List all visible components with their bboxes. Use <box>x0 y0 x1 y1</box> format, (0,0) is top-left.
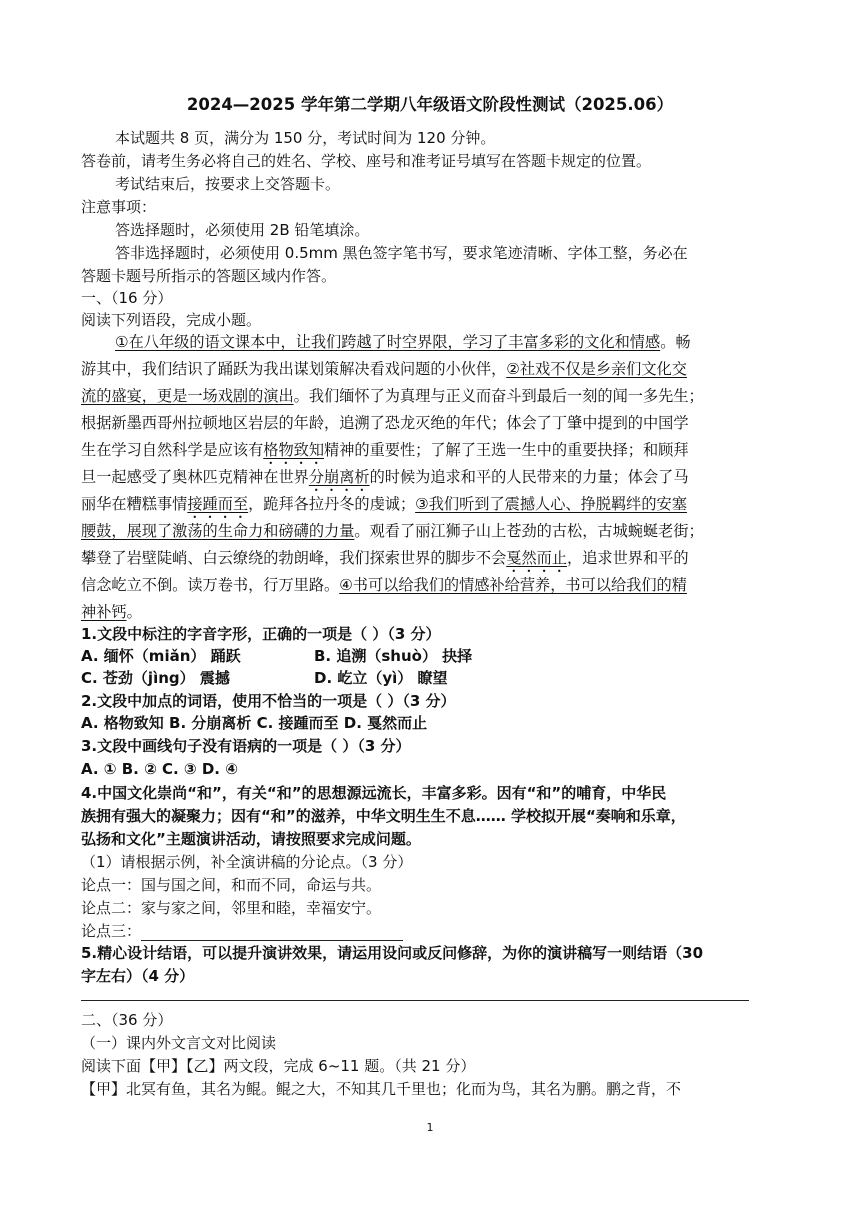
notes-item-2: 答非选择题时，必须使用 0.5mm 黑色签字笔书写，要求笔迹清晰、字体工整，务必在 <box>115 244 688 262</box>
answer-line <box>81 1000 749 1001</box>
notes-heading: 注意事项： <box>81 198 157 216</box>
passage-jia-line-1: 【甲】北冥有鱼，其名为鲲。鲲之大，不知其几千里也；化而为鸟，其名为鹏。鹏之背，不 <box>81 1080 682 1098</box>
passage-line-5: 生在学习自然科学是应该有格物致知精神的重要性；了解了王选一生中的重要抉择；和顾拜 <box>81 441 689 459</box>
passage-line-1: ①在八年级的语文课本中，让我们跨越了时空界限，学习了丰富多彩的文化和情感。畅 <box>115 333 691 351</box>
question-2-options: A. 格物致知 B. 分崩离析 C. 接踵而至 D. 戛然而止 <box>81 714 428 732</box>
argument-point-3: 论点三： <box>81 921 403 941</box>
question-5-line-1: 5.精心设计结语，可以提升演讲效果，请运用设问或反问修辞，为你的演讲稿写一则结语（30 <box>81 944 704 962</box>
intro-line-2: 答卷前，请考生务必将自己的姓名、学校、座号和准考证号填写在答题卡规定的位置。 <box>81 152 652 170</box>
passage-line-7: 丽华在糟糕事情接踵而至，跪拜各拉丹冬的虔诚；③我们听到了震撼人心、挣脱羁绊的安塞 <box>81 495 687 513</box>
passage-line-11: 神补钙。 <box>81 603 142 621</box>
passage-line-10: 信念屹立不倒。读万卷书，行万里路。④书可以给我们的情感补给营养，书可以给我们的精 <box>81 576 687 594</box>
argument-point-1: 论点一：国与国之间，和而不同，命运与共。 <box>81 876 382 894</box>
question-1-option-a: A. 缅怀（miǎn） 踊跃 <box>81 647 241 665</box>
argument-point-2: 论点二：家与家之间，邻里和睦，幸福安宁。 <box>81 899 382 917</box>
dotted-word-4: 戛然而止 <box>506 549 567 567</box>
question-4-line-1: 4.中国文化崇尚“和”，有关“和”的思想源远流长，丰富多彩。因有“和”的哺育，中华民 <box>81 784 667 802</box>
question-1-stem: 1.文段中标注的字音字形，正确的一项是（ ）（3 分） <box>81 625 441 643</box>
underlined-sentence-2: ②社戏不仅是乡亲们文化交 <box>506 360 687 378</box>
intro-line-3: 考试结束后，按要求上交答题卡。 <box>115 175 341 193</box>
dotted-word-2: 分崩离析 <box>308 468 370 486</box>
question-4-line-3: 弘扬和文化”主题演讲活动，请按照要求完成问题。 <box>81 830 421 848</box>
page-title: 2024—2025 学年第二学期八年级语文阶段性测试（2025.06） <box>186 95 674 114</box>
question-3-options: A. ① B. ② C. ③ D. ④ <box>81 760 238 778</box>
notes-item-1: 答选择题时，必须使用 2B 铅笔填涂。 <box>115 221 370 239</box>
intro-line-1: 本试题共 8 页，满分为 150 分，考试时间为 120 分钟。 <box>115 129 496 147</box>
underlined-sentence-3: ③我们听到了震撼人心、挣脱羁绊的安塞 <box>415 495 687 513</box>
notes-item-2-cont: 答题卡题号所指示的答题区域内作答。 <box>81 267 337 285</box>
dotted-word-1: 格物致知 <box>263 441 324 459</box>
question-1-option-d: D. 屹立（yì） 瞭望 <box>314 669 448 687</box>
question-3-stem: 3.文段中画线句子没有语病的一项是（ ）（3 分） <box>81 737 411 755</box>
section1-heading: 一、（16 分） <box>81 289 173 307</box>
dotted-word-3: 接踵而至 <box>187 495 249 513</box>
passage-line-4: 根据新墨西哥州拉顿地区岩层的年龄，追溯了恐龙灭绝的年代；体会了丁肇中提到的中国学 <box>81 414 689 432</box>
question-1-option-b: B. 追溯（shuò） 抉择 <box>314 647 473 665</box>
question-4-line-2: 族拥有强大的凝聚力；因有“和”的滋养，中华文明生生不息…… 学校拟开展“奏响和乐章， <box>81 807 686 825</box>
question-1-option-c: C. 苍劲（jìng） 震撼 <box>81 669 230 687</box>
passage-line-8: 腰鼓，展现了激荡的生命力和磅礴的力量。观看了丽江狮子山上苍劲的古松，古城蜿蜒老街； <box>81 522 704 540</box>
underlined-sentence-1: ①在八年级的语文课本中，让我们跨越了时空界限，学习了丰富多彩的文化和情感 <box>115 333 661 351</box>
answer-blank <box>141 926 403 941</box>
passage-line-6: 旦一起感受了奥林匹克精神在世界分崩离析的时候为追求和平的人民带来的力量；体会了马 <box>81 468 689 486</box>
page-number: 1 <box>426 1121 434 1134</box>
question-4-sub-1: （1）请根据示例，补全演讲稿的分论点。（3 分） <box>81 853 413 871</box>
passage-line-3: 流的盛宴，更是一场戏剧的演出。我们缅怀了为真理与正义而奋斗到最后一刻的闻一多先生； <box>81 387 704 405</box>
section2-instruction: 阅读下面【甲】【乙】两文段，完成 6~11 题。（共 21 分） <box>81 1057 476 1075</box>
question-5-line-2: 字左右）（4 分） <box>81 967 195 985</box>
section2-subheading: （一）课内外文言文对比阅读 <box>81 1034 277 1052</box>
passage-line-9: 攀登了岩壁陡峭、白云缭绕的勃朗峰，我们探索世界的脚步不会戛然而止，追求世界和平的 <box>81 549 689 567</box>
underlined-sentence-4: ④书可以给我们的情感补给营养，书可以给我们的精 <box>339 576 687 594</box>
passage-line-2: 游其中，我们结识了踊跃为我出谋划策解决看戏问题的小伙伴，②社戏不仅是乡亲们文化交 <box>81 360 687 378</box>
section2-heading: 二、（36 分） <box>81 1011 173 1029</box>
question-2-stem: 2.文段中加点的词语，使用不恰当的一项是（ ）（3 分） <box>81 692 456 710</box>
section1-instruction: 阅读下列语段，完成小题。 <box>81 311 262 329</box>
